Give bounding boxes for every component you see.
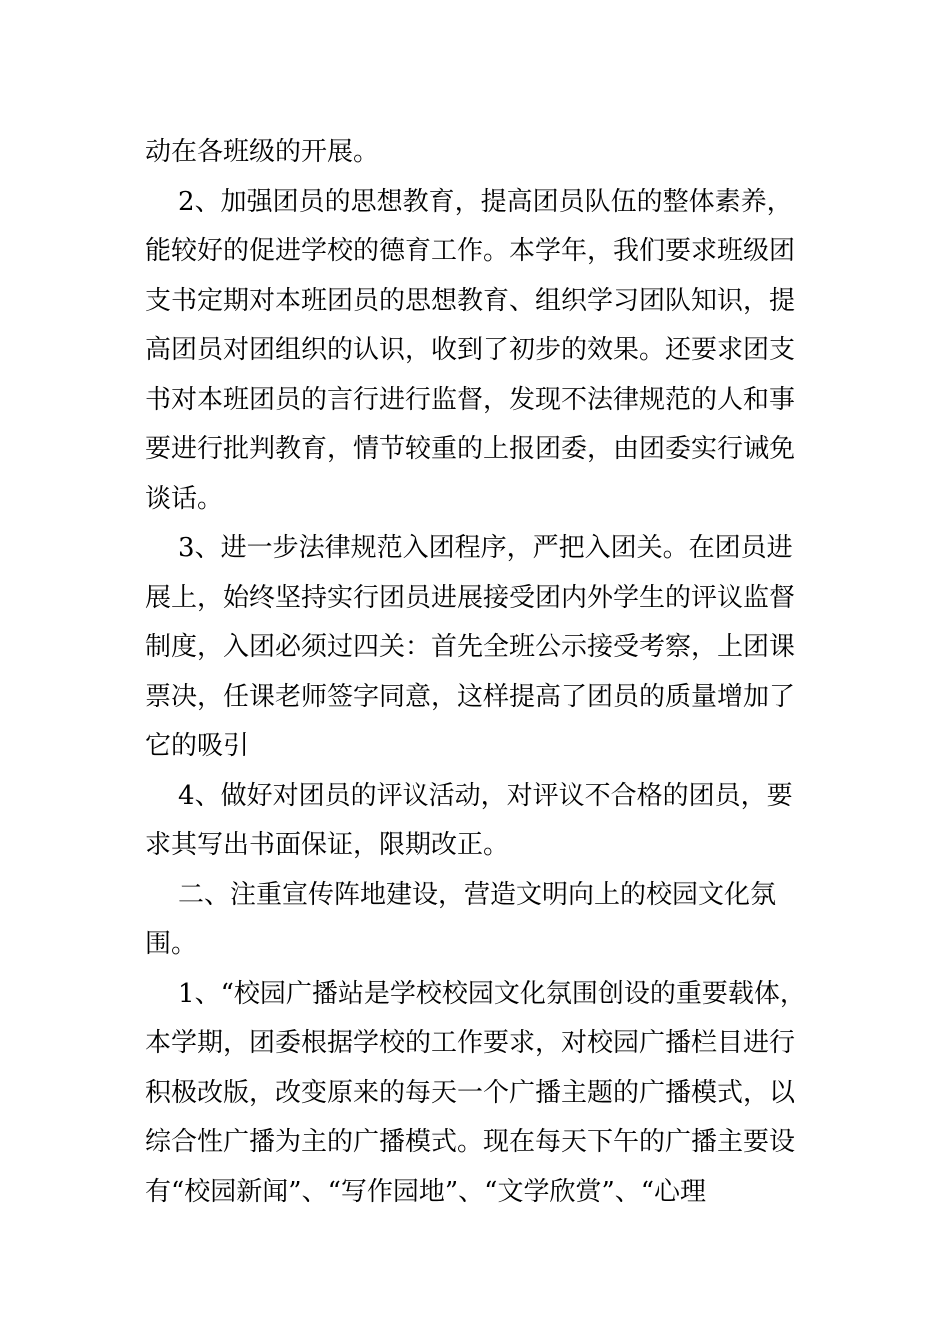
text-line: 支书定期对本班团员的思想教育、组织学习团队知识，提 xyxy=(145,285,796,316)
text-line: 展上，始终坚持实行团员进展接受团内外学生的评议监督 xyxy=(145,582,796,613)
text-line: 2、加强团员的思想教育，提高团员队伍的整体素养， xyxy=(145,186,793,217)
text-line: 书对本班团员的言行进行监督，发现不法律规范的人和事 xyxy=(145,384,796,415)
text-line: 制度，入团必须过四关：首先全班公示接受考察，上团课 xyxy=(145,632,796,662)
text-line: 能较好的促进学校的德育工作。本学年，我们要求班级团 xyxy=(145,236,796,266)
text-line: 本学期，团委根据学校的工作要求，对校园广播栏目进行 xyxy=(145,1028,796,1058)
text-line: 有“校园新闻”、“写作园地”、“文学欣赏”、“心理 xyxy=(145,1176,707,1207)
document-body xyxy=(145,128,805,1217)
text-line: 票决，任课老师签字同意，这样提高了团员的质量增加了 xyxy=(145,681,796,712)
text-line: 高团员对团组织的认识，收到了初步的效果。还要求团支 xyxy=(145,335,796,365)
text-line: 积极改版，改变原来的每天一个广播主题的广播模式，以 xyxy=(145,1077,796,1108)
text-line: 动在各班级的开展。 xyxy=(145,137,380,167)
text-line: 它的吸引 xyxy=(145,731,250,761)
text-line: 围。 xyxy=(145,929,198,959)
text-line: 求其写出书面保证，限期改正。 xyxy=(145,830,510,860)
text-line: 要进行批判教育，情节较重的上报团委，由团委实行诫免 xyxy=(145,434,796,464)
text-line: 4、做好对团员的评议活动，对评议不合格的团员，要 xyxy=(145,780,793,811)
text-line: 3、进一步法律规范入团程序，严把入团关。在团员进 xyxy=(145,533,793,563)
text-line: 二、注重宣传阵地建设，营造文明向上的校园文化氛 xyxy=(145,879,777,910)
text-line: 综合性广播为主的广播模式。现在每天下午的广播主要设 xyxy=(145,1127,796,1157)
text-line: 1、“校园广播站是学校校园文化氛围创设的重要载体， xyxy=(145,978,806,1009)
text-line: 谈话。 xyxy=(145,483,224,514)
